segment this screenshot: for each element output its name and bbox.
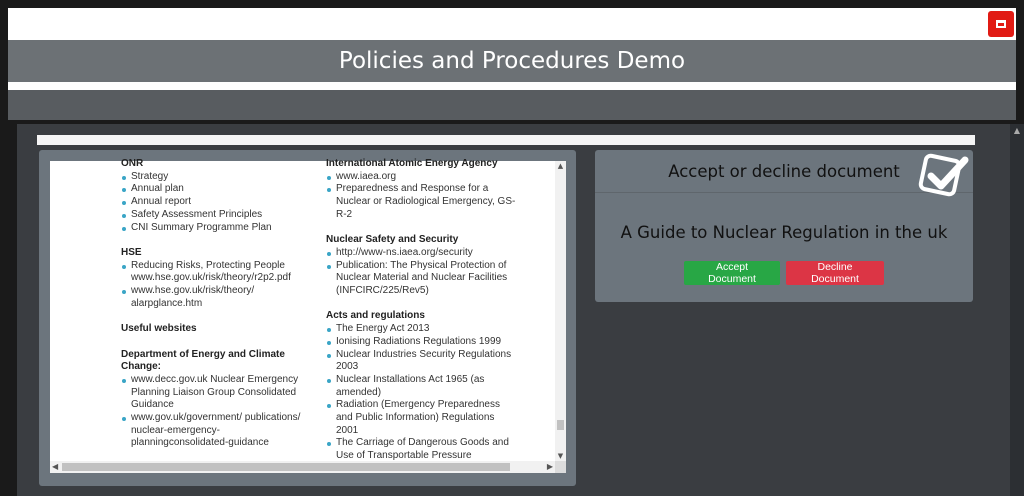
list-item: Annual plan xyxy=(121,183,311,196)
document-section-heading: Acts and regulations xyxy=(326,310,425,322)
list-item: Annual report xyxy=(121,196,311,209)
window-icon xyxy=(996,20,1006,28)
scroll-left-icon[interactable]: ◀ xyxy=(52,462,59,471)
list-item: Reducing Risks, Protecting People www.hse.gov.uk/risk/theory/r2p2.pdf xyxy=(121,260,311,285)
list-item: The Energy Act 2013 xyxy=(326,323,516,336)
document-section-heading: Department of Energy and Climate Change: xyxy=(121,348,285,373)
accept-panel-header xyxy=(595,150,973,193)
document-section-heading: International Atomic Energy Agency xyxy=(326,158,498,169)
progress-bar xyxy=(37,135,975,145)
document-list xyxy=(326,171,516,222)
document-list xyxy=(121,260,311,311)
divider xyxy=(8,82,1016,90)
close-button[interactable] xyxy=(988,11,1014,37)
spacer xyxy=(121,234,311,247)
document-right-column xyxy=(326,158,516,476)
main-area xyxy=(17,124,1024,496)
scrollbar-corner xyxy=(555,461,566,473)
accept-document-button[interactable]: Accept Document xyxy=(684,261,780,285)
list-item: Safety Assessment Principles xyxy=(121,209,311,222)
scroll-right-icon[interactable]: ▶ xyxy=(546,462,553,471)
document-section-heading: ONR xyxy=(121,158,144,169)
title-bar xyxy=(8,40,1016,82)
document-viewer[interactable] xyxy=(50,158,566,473)
accept-decline-panel xyxy=(595,150,973,302)
list-item: www.decc.gov.uk Nuclear Emergency Planning Liaison Group Consolidated Guidance xyxy=(121,374,311,412)
action-buttons xyxy=(595,261,973,285)
list-item: Preparedness and Response for a Nuclear or Radiological Emergency, GS-R-2 xyxy=(326,183,516,221)
list-item: Publication: The Physical Protection of Nuclear Material and Nuclear Facilities (INFCIRC/225/Rev5) xyxy=(326,260,516,298)
scroll-up-icon[interactable]: ▲ xyxy=(1013,126,1021,135)
page-vertical-scrollbar[interactable] xyxy=(1010,124,1024,496)
checkbox-check-icon xyxy=(919,152,971,198)
document-list xyxy=(326,247,516,298)
scroll-up-icon[interactable]: ▲ xyxy=(557,162,564,170)
list-item: www.iaea.org xyxy=(326,171,516,184)
list-item: Nuclear Industries Security Regulations 2003 xyxy=(326,349,516,374)
app-window xyxy=(8,8,1016,120)
list-item: The Carriage of Dangerous Goods and Use of Transportable Pressure xyxy=(326,437,516,475)
spacer xyxy=(326,222,516,235)
spacer xyxy=(121,336,311,349)
decline-document-button[interactable]: Decline Document xyxy=(786,261,884,285)
progress-fill xyxy=(37,135,975,145)
document-left-column xyxy=(121,158,311,450)
document-vertical-scrollbar[interactable] xyxy=(555,161,566,461)
document-list xyxy=(121,374,311,450)
toolbar xyxy=(8,90,1016,120)
scroll-thumb[interactable] xyxy=(557,420,564,430)
document-section-heading: HSE xyxy=(121,246,142,258)
spacer xyxy=(326,298,516,311)
document-list xyxy=(121,171,311,235)
list-item: Nuclear Installations Act 1965 (as amended) xyxy=(326,374,516,399)
scroll-down-icon[interactable]: ▼ xyxy=(557,452,564,460)
document-section-heading: Useful websites xyxy=(121,323,197,335)
page-title: Policies and Procedures Demo xyxy=(338,48,686,74)
document-section-heading: Nuclear Safety and Security xyxy=(326,234,459,246)
document-horizontal-scrollbar[interactable] xyxy=(50,461,555,473)
document-content xyxy=(50,158,555,462)
document-panel xyxy=(39,150,576,486)
list-item: Strategy xyxy=(121,171,311,184)
document-name: A Guide to Nuclear Regulation in the uk xyxy=(620,223,948,242)
accept-panel-title: Accept or decline document xyxy=(668,161,900,181)
list-item: www.gov.uk/government/ publications/ nuclear-emergency-planningconsolidated-guidance xyxy=(121,412,311,450)
list-item: www.hse.gov.uk/risk/theory/ alarpglance.htm xyxy=(121,285,311,310)
list-item: Radiation (Emergency Preparedness and Public Information) Regulations 2001 xyxy=(326,399,516,437)
list-item: http://www-ns.iaea.org/security xyxy=(326,247,516,260)
scroll-thumb-horizontal[interactable] xyxy=(62,463,510,471)
list-item: CNI Summary Programme Plan xyxy=(121,222,311,235)
list-item: Ionising Radiations Regulations 1999 xyxy=(326,336,516,349)
document-list xyxy=(326,323,516,475)
spacer xyxy=(121,310,311,323)
